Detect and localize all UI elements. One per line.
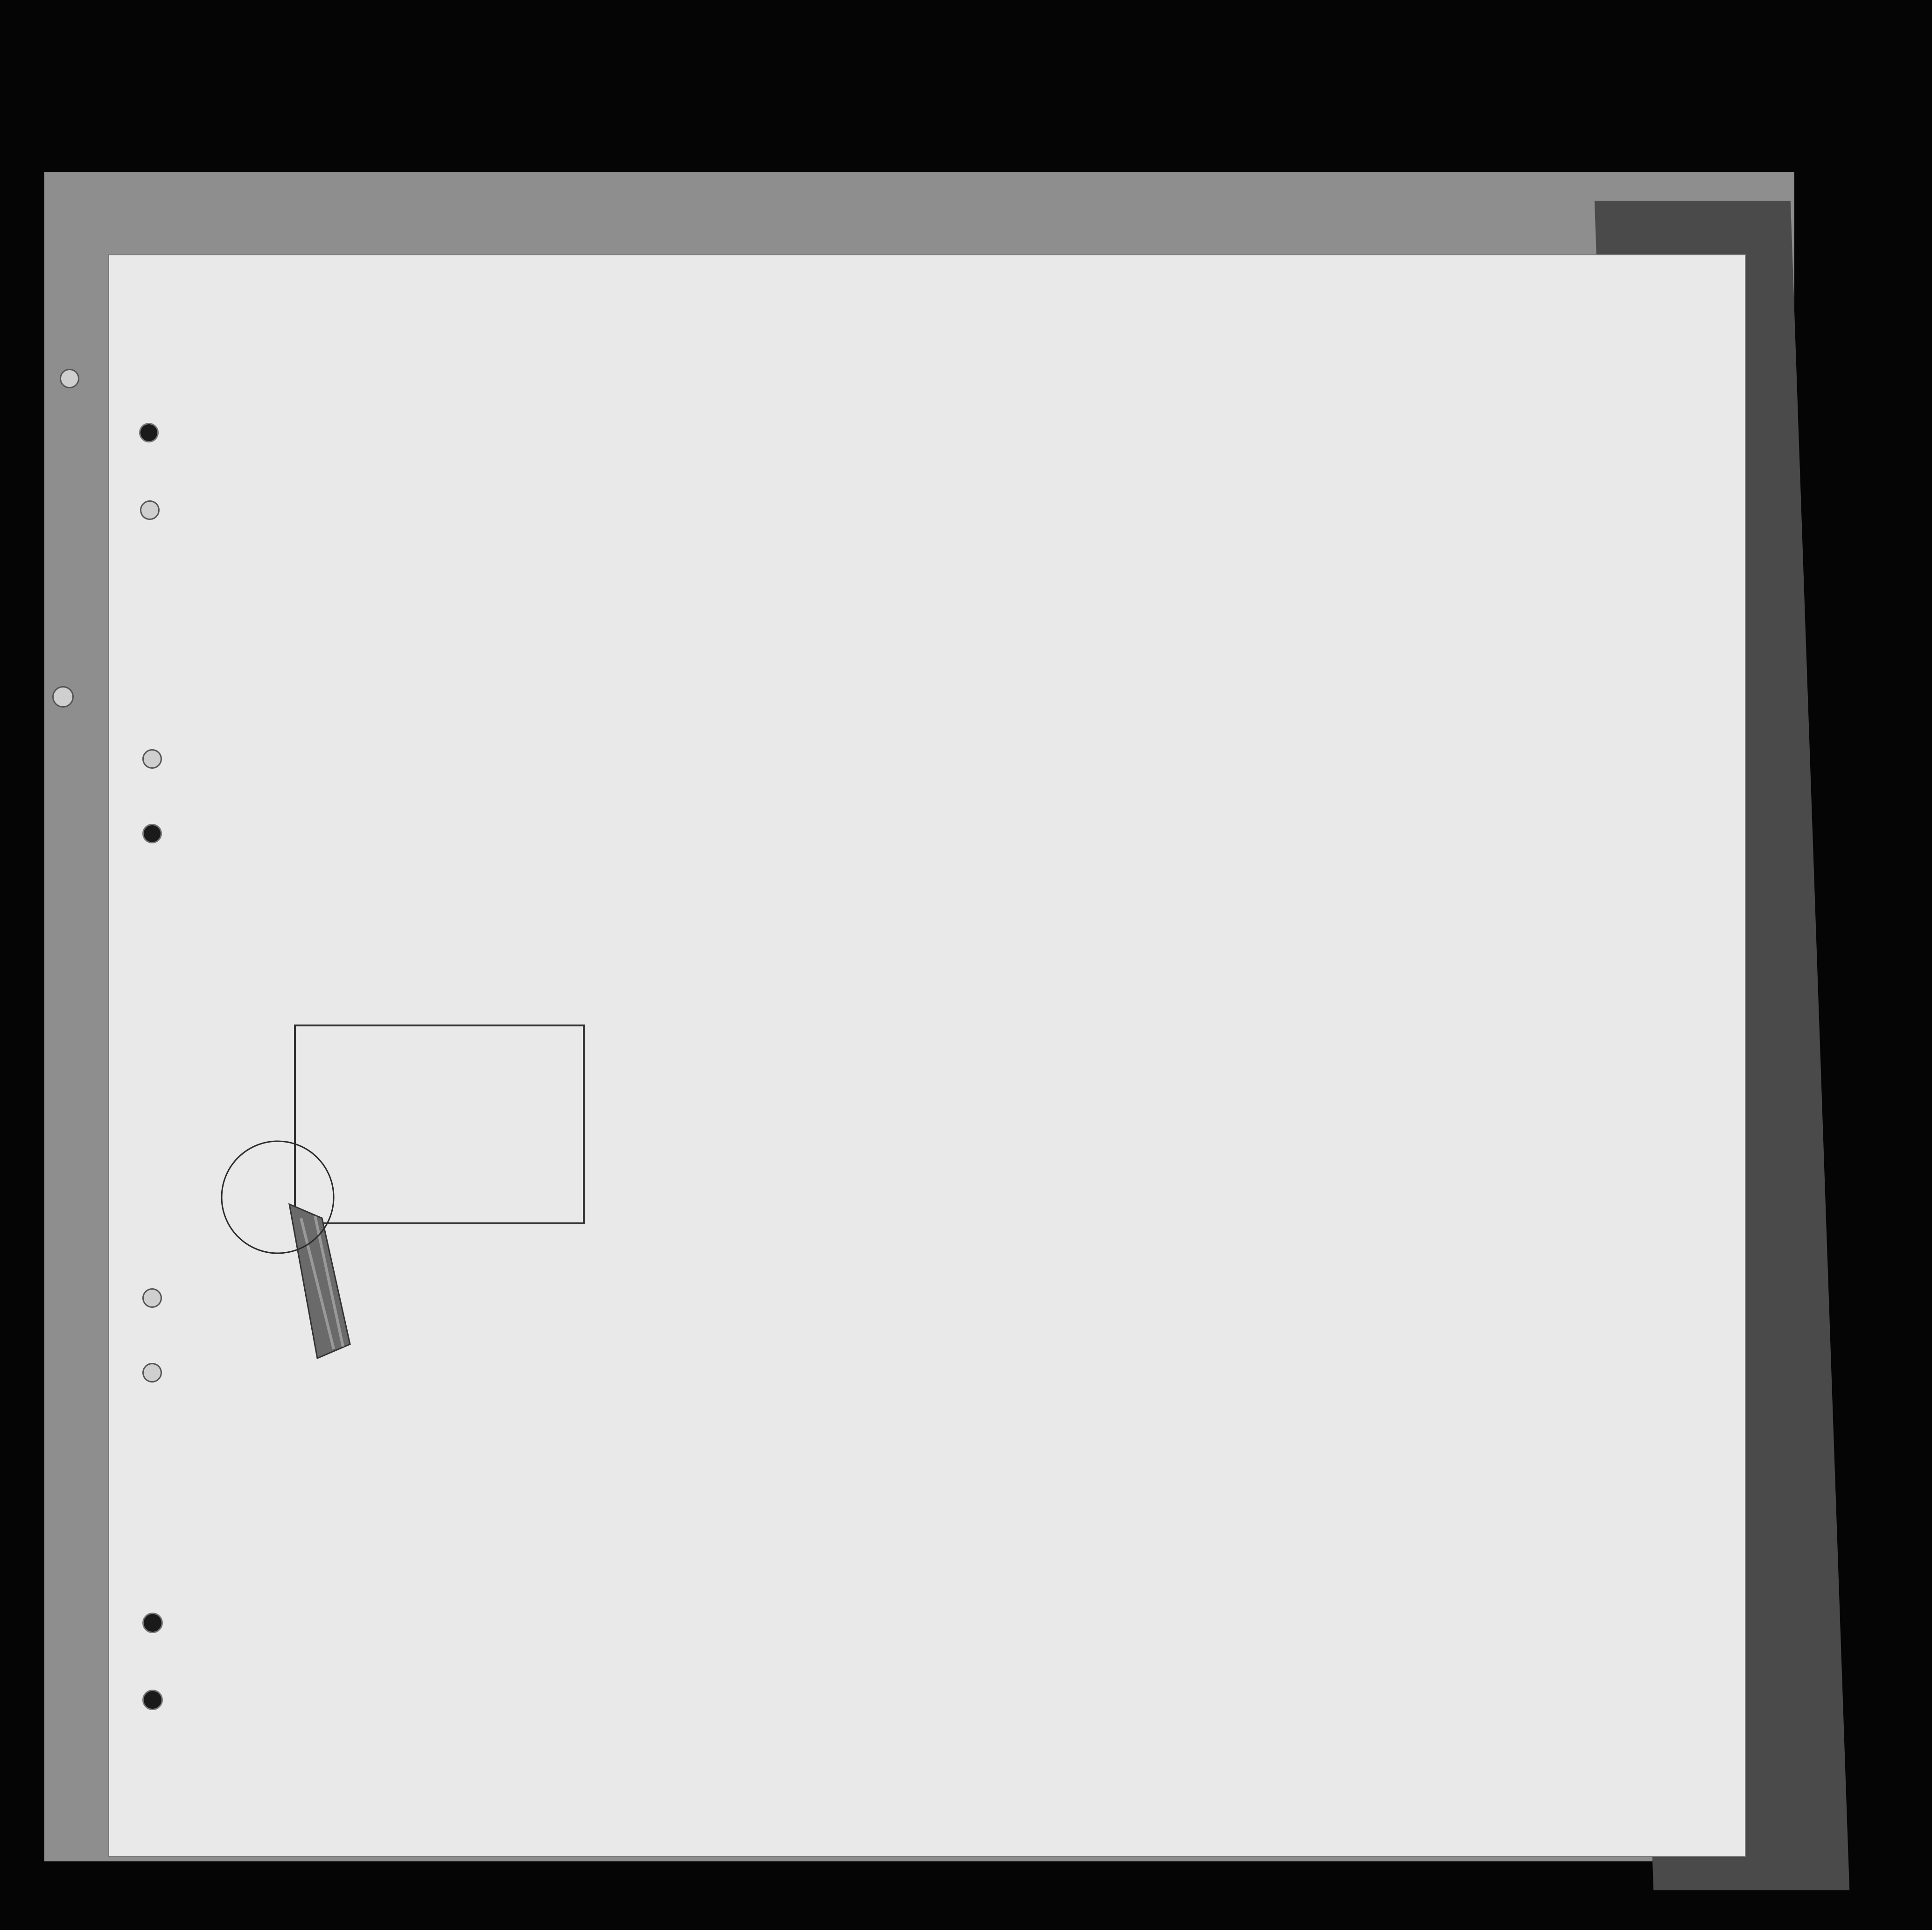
wax-seal-icon xyxy=(182,1083,378,1372)
